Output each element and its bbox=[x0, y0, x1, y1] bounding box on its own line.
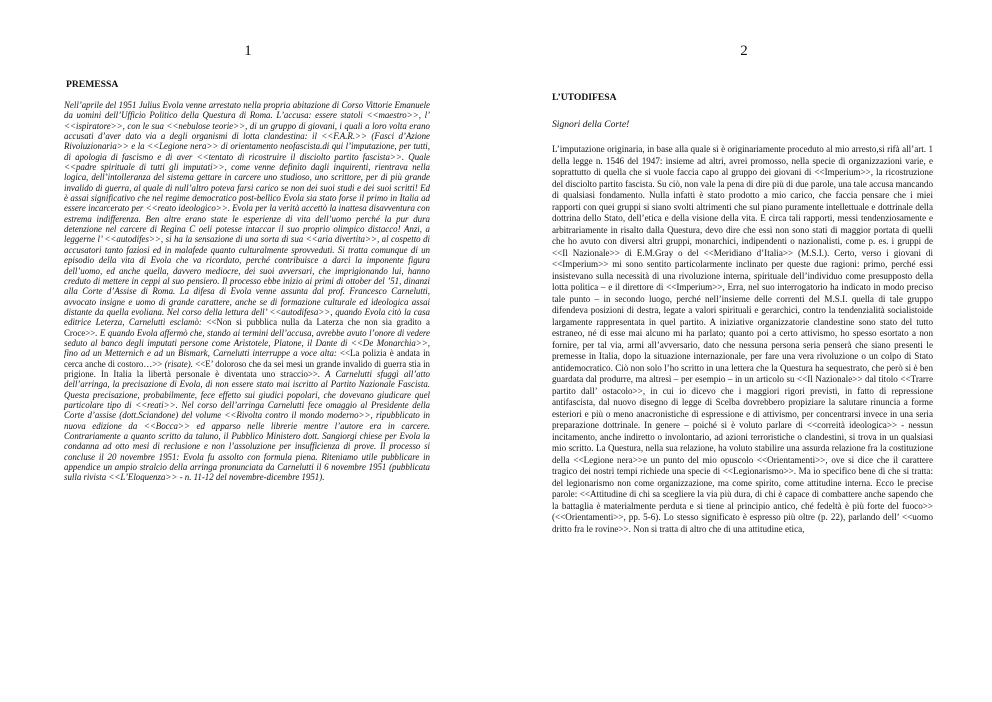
body-text-run: (risate). bbox=[162, 358, 196, 369]
right-page bbox=[496, 0, 992, 702]
body-text-run: <<La polizia è andata in cerca anche di costoro…>> bbox=[64, 348, 430, 369]
page-number: 2 bbox=[740, 43, 748, 59]
section-heading: PREMESSA bbox=[66, 79, 119, 90]
body-text-run: Nell’aprile del 1951 Julius Evola venne arrestato nella propria abitazione di Corso Vittorie Emanuele da uomini dell’Ufficio Politico della Questura di Roma. L’accusa: essere statoli <<maestro>>, l’ <<ispiratore>>, con le sua <<nebulose teorie>>, di un gruppo di giovani, i quali a loro volta erano accusati d’aver dato via a degli organismi di lotta clandestina: il <<F.A.R.>> (Fasci d’Azione Rivoluzionaria>> e la <<Legione nera>> di orientamento neofascista.di qui l’imputazione, per tutti, di apologia di fascismo e di aver <<tentato di ricostruire il disciolto partito fascista>>. Quale <<padre spirituale di tutti gli imputati>>, come venne definito dagli inquirenti, rientrava nella logica, dell’intolleranza del sistema gettare in carcere uno studioso, uno scrittore, per di più grande invalido di guerra, al quale di null’altro poteva farsi carico se non dei suoi studi e dei suoi scritti! Ed è assai significativo che nel regime democratico post-bellico Evola sia stato forse il primo in Italia ad essere incarcerato per <<reato ideologico>>. Evola per la verità accettò la inattesa disavventura con estrema indifferenza. Ben altre erano state le esperienze di vita dell’uomo perché la pur dura detenzione nel carcere di Regina C oeli potesse intaccar il suo proprio olimpico distacco! Anzi, a leggerne l’ <<autodifes>>, si ha la sensazione di una sorta di sua <<aria divertita>>, al cospetto di accusatori tanto faziosi ed in malafede quanto culturalmente sprovveduti. Si tratta comunque di un episodio della vita di Evola che va ricordato, perché contribuisce a darci la imponente figura dell’uomo, ed anche quella, davvero mediocre, dei suoi avversari, che imprigionando lui, hanno creduto di mettere in ceppi al suo pensiero. Il processo ebbe inizio ai primi di ottober del ’51, dinanzi alla Corte d’Assise di Roma. La difesa di Evola venne assunta dal prof. Francesco Carnelutti, avvocato insigne e uomo di grande carattere, anche se di formazione culturale ed ideologica assai distante da quella evoliana. Nel corso della lettura dell’ <<autodifesa>>, quando Evola citò la casa editrice Leterza, Carnelutti esclamò: bbox=[64, 100, 430, 328]
section-heading: L’UTODIFESA bbox=[552, 92, 617, 103]
body-text: L’imputazione originaria, in base alla quale si è originariamente proceduto al mio arresto,si rifà all’art. 1 della legge n. 1546 del 1947: insieme ad altri, avrei promosso, nella specie di organizzazioni varie, e soprattutto di quella che si vuole faccia capo al gruppo dei giovani di <<Imperium>>, la ricostruzione del disciolto partito fascista. Su ciò, non vale la pena di dire più di due parole, una tale accusa mancando di qualsiasi fondamento. Nulla infatti è stato prodotto a mio carico, che faccia pensare che i miei rapporti con quei gruppi si siano svolti altrimenti che sul piano puramente intellettuale e dottrinale della dottrina dello Stato, dell’etica e della visione della vita. E circa tali rapporti, messi tendenziosamente e arbitrariamente in risalto dalla Questura, devo dire che essi non sono stati di maggior portata di quelli che ho avuto con diversi altri gruppi, monarchici, indipendenti o nazionalisti, come p. es. i gruppi de <<Il Nazionale>> di E.M.Gray o del <<Meridiano d’Italia>> (M.S.I.). Certo, verso i giovani di <<Imperium>> mi sono sentito particolarmente inclinato per queste due ragioni: primo, perché essi insistevano sulla necessità di una rivoluzione interna, spirituale dell’individuo come presupposto della lotta politica – e il direttore di <<Imperium>>, Erra, nel suo interrogatorio ha indicato in modo preciso tale punto – in secondo luogo, perché nell’insieme delle correnti del M.S.I. quella di tale gruppo difendeva posizioni di destra, legate a valori spirituali e gerarchici, contro la tendenzialità socialistoide largamente rappresentata in quel partito. A iniziative organizzatorie clandestine sono stato del tutto estraneo, né di esse mai alcuno mi ha parlato; quanto poi a certo attivismo, ho spesso esortato a non fornire, per tal via, armi all’avversario, dato che nessuna persona seria penserà che siano presenti le premesse in Italia, dopo la situazione internazionale, per fare una vera rivoluzione o un colpo di Stato antidemocratico. Ciò non solo l’ho scritto in una lettera che la Questura ha sequestrato, che però si è ben guardata dal produrre, ma altresì – per esempio – in un articolo su <<Il Nazionale>> dal titolo <<Trarre partito dall’ ostacolo>>, in cui io dicevo che i maggiori rigori previsti, in fatto di repressione antifascista, dal nuovo disegno di legge di Scelba dovrebbero propiziare la salutare rinuncia a forme esteriori e più o meno anacronistiche di espressione e di attivismo, per concentrarsi invece in una seria preparazione dottrinale. In genere – poiché si è voluto parlare di <<correità ideologica>> - nessun incitamento, anche indiretto o involontario, ad azioni terroristiche o clandestini, si trova in un qualsiasi mio scritto. La Questura, nella sua relazione, ha voluto stabilire una assurda relazione fra la costituzione della <<Legione nera>>e un punto del mio opuscolo <<Orientamenti>>, ove si dice che il carattere tragico dei nostri tempi richiede una specie di <<Legionarismo>>. Ma io specifico bene di che si tratta: del legionarismo non come organizzazione, ma come spirito, come attitudine interna. Ecco le precise parole: <<Attitudine di chi sa scegliere la via più dura, di chi è capace di combattere anche sapendo che la battaglia è materialmente perduta e si tiene al principio antico, ché fedeltà è più forte del fuoco>> (<<Orientamenti>>, pp. 5-6). Lo stesso significato è espresso più oltre (p. 22), parlando dell’ <<uomo dritto fra le rovine>>. Non si tratta di altro che di una attitudine etica, bbox=[552, 144, 933, 534]
body-text-run: . E quando Evola affermò che, stando ai termini dell’accusa, avrebbe avuto l’onore di vedere seduto al banco degli imputati persone come Aristotele, Platone, il Dante di <<De Monarchia>>, fino ad un Metternich e ad un Bismark, Carnelutti interruppe a voce alta: bbox=[64, 327, 430, 359]
page-number: 1 bbox=[244, 43, 252, 59]
body-text-run: . A Carnelutti sfuggì all’atto dell’arringa, la precisazione di Evola, di non essere stato mai iscritto al Partito Nazionale Fascista. Questa precisazione, probabilmente, fece effetto sui giudici popolari, che dovevano giudicare quel particolare tipo di <<reati>>. Nel corso dell’arringa Carnelutti fece omaggio al Presidente della Corte d’assise (dott.Sciandone) del volume <<Rivolta contro il mondo moderno>>, ripubblicato in nuova edizione da <<Bocca>> ed apparso nelle librerie mentre l’autore era in carcere. Contrariamente a quanto scritto da taluno, il Pubblico Ministero dott. Sangiorgi chiese per Evola la condanna ad otto mesi di reclusione e non l’assoluzione per insufficienza di prove. Il processo si concluse il 20 novembre 1951: Evola fu assolto con formula piena. Riteniamo utile pubblicare in appendice un ampio stralcio della arringa pronunciata da Carnelutti il 6 novembre 1951 (pubblicata sulla rivista <<L’Eloquenza>> - n. 11-12 del novembre-dicembre 1951). bbox=[64, 368, 430, 483]
salutation: Signori della Corte! bbox=[552, 119, 630, 130]
body-text-run: <<Non si pubblica nulla da Laterza che non sia gradito a Croce>> bbox=[64, 317, 430, 338]
body-text-run: <<E’ doloroso che da sei mesi un grande invalido di guerra stia in prigione. In Italia la libertà personale è diventata uno straccio>> bbox=[64, 358, 430, 379]
body-text bbox=[64, 100, 430, 483]
